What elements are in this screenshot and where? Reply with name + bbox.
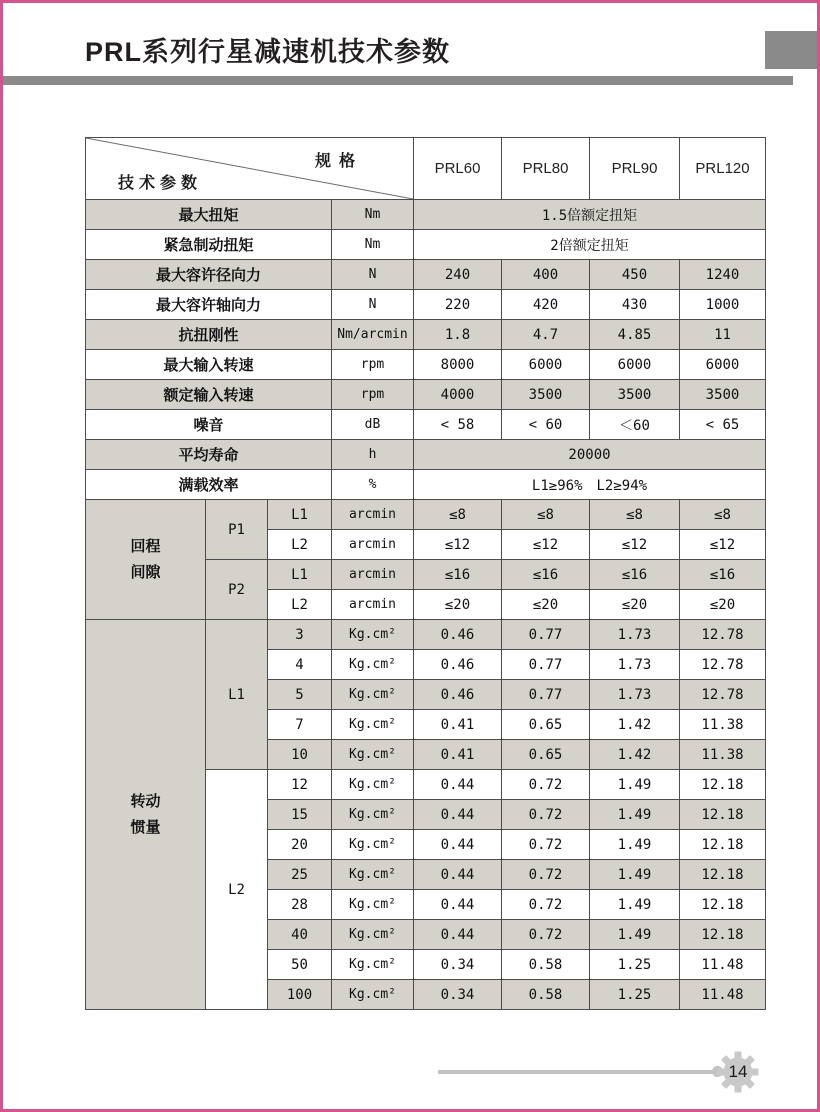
value-cell: 0.44 (414, 800, 502, 830)
value-cell: ≤8 (680, 500, 766, 530)
param-label-cell: 最大输入转速 (86, 350, 332, 380)
value-cell: 12.18 (680, 830, 766, 860)
model-column-header: PRL60 (414, 138, 502, 200)
unit-cell: rpm (332, 380, 414, 410)
value-cell: 0.65 (502, 710, 590, 740)
value-cell: ≤16 (414, 560, 502, 590)
table-row (86, 410, 766, 440)
ratio-cell: 12 (268, 770, 332, 800)
value-cell: 11.38 (680, 710, 766, 740)
value-cell: ≤12 (680, 530, 766, 560)
value-cell: 430 (590, 290, 680, 320)
page-number-gear-icon (716, 1050, 760, 1094)
value-cell: ≤20 (502, 590, 590, 620)
merged-value-cell: 20000 (414, 440, 766, 470)
footer-rule-line (438, 1070, 718, 1074)
unit-cell: N (332, 260, 414, 290)
level-cell: L2 (268, 530, 332, 560)
unit-cell: Kg.cm² (332, 620, 414, 650)
value-cell: 450 (590, 260, 680, 290)
corner-cell (86, 138, 414, 200)
value-cell: 1.8 (414, 320, 502, 350)
param-label-cell: 噪音 (86, 410, 332, 440)
value-cell: 1.49 (590, 830, 680, 860)
unit-cell: Nm (332, 200, 414, 230)
unit-cell: Kg.cm² (332, 740, 414, 770)
ratio-cell: 20 (268, 830, 332, 860)
ratio-cell: 40 (268, 920, 332, 950)
value-cell: < 65 (680, 410, 766, 440)
value-cell: 0.77 (502, 620, 590, 650)
unit-cell: h (332, 440, 414, 470)
value-cell: 4.7 (502, 320, 590, 350)
value-cell: 1000 (680, 290, 766, 320)
merged-value-cell: L1≥96% L2≥94% (414, 470, 766, 500)
value-cell: 1.49 (590, 920, 680, 950)
value-cell: < 58 (414, 410, 502, 440)
value-cell: 220 (414, 290, 502, 320)
value-cell: ＜60 (590, 410, 680, 440)
value-cell: 11 (680, 320, 766, 350)
value-cell: 1.49 (590, 770, 680, 800)
value-cell: 1.49 (590, 860, 680, 890)
unit-cell: Kg.cm² (332, 830, 414, 860)
value-cell: ≤20 (590, 590, 680, 620)
ratio-cell: 50 (268, 950, 332, 980)
value-cell: 1.49 (590, 800, 680, 830)
table-row (86, 620, 766, 650)
value-cell: 1.73 (590, 680, 680, 710)
param-label-cell: 抗扭刚性 (86, 320, 332, 350)
value-cell: 1.73 (590, 650, 680, 680)
unit-cell: Kg.cm² (332, 980, 414, 1010)
group-label: 转动惯量 (130, 793, 161, 836)
param-label-cell: 最大扭矩 (86, 200, 332, 230)
unit-cell: Nm/arcmin (332, 320, 414, 350)
value-cell: 0.77 (502, 680, 590, 710)
value-cell: 0.46 (414, 680, 502, 710)
value-cell: 420 (502, 290, 590, 320)
unit-cell: Kg.cm² (332, 860, 414, 890)
table-row (86, 200, 766, 230)
model-column-header: PRL80 (502, 138, 590, 200)
ratio-cell: 25 (268, 860, 332, 890)
value-cell: ≤12 (414, 530, 502, 560)
model-column-header: PRL90 (590, 138, 680, 200)
level-cell: L1 (268, 500, 332, 530)
table-row (86, 440, 766, 470)
value-cell: 0.44 (414, 890, 502, 920)
ratio-cell: 28 (268, 890, 332, 920)
value-cell: 6000 (590, 350, 680, 380)
model-column-header: PRL120 (680, 138, 766, 200)
unit-cell: rpm (332, 350, 414, 380)
value-cell: 0.34 (414, 950, 502, 980)
value-cell: 0.72 (502, 830, 590, 860)
value-cell: 0.58 (502, 950, 590, 980)
value-cell: 1.49 (590, 890, 680, 920)
ratio-cell: 15 (268, 800, 332, 830)
value-cell: 6000 (680, 350, 766, 380)
group-label-cell (86, 620, 206, 1010)
value-cell: 0.41 (414, 740, 502, 770)
value-cell: 0.72 (502, 890, 590, 920)
value-cell: ≤12 (590, 530, 680, 560)
value-cell: < 60 (502, 410, 590, 440)
value-cell: ≤20 (414, 590, 502, 620)
value-cell: 11.48 (680, 980, 766, 1010)
value-cell: 0.72 (502, 800, 590, 830)
unit-cell: Kg.cm² (332, 770, 414, 800)
value-cell: 1.42 (590, 710, 680, 740)
table-row (86, 320, 766, 350)
value-cell: ≤20 (680, 590, 766, 620)
value-cell: 3500 (680, 380, 766, 410)
page-number: 14 (728, 1062, 748, 1081)
ratio-cell: 5 (268, 680, 332, 710)
corner-accent-square (765, 31, 817, 69)
page-title: PRL系列行星减速机技术参数 (85, 37, 450, 67)
value-cell: 0.44 (414, 920, 502, 950)
unit-cell: Kg.cm² (332, 920, 414, 950)
value-cell: ≤16 (680, 560, 766, 590)
param-label-cell: 平均寿命 (86, 440, 332, 470)
value-cell: 4.85 (590, 320, 680, 350)
value-cell: 1.73 (590, 620, 680, 650)
value-cell: ≤12 (502, 530, 590, 560)
merged-value-cell: 2倍额定扭矩 (414, 230, 766, 260)
value-cell: 0.44 (414, 860, 502, 890)
value-cell: ≤8 (502, 500, 590, 530)
value-cell: ≤16 (502, 560, 590, 590)
table-header-row (86, 138, 766, 200)
value-cell: 0.46 (414, 620, 502, 650)
value-cell: 12.78 (680, 650, 766, 680)
value-cell: 11.48 (680, 950, 766, 980)
value-cell: 1.42 (590, 740, 680, 770)
ratio-cell: 10 (268, 740, 332, 770)
value-cell: 0.72 (502, 920, 590, 950)
unit-cell: arcmin (332, 560, 414, 590)
param-label-cell: 最大容许径向力 (86, 260, 332, 290)
value-cell: 1.25 (590, 950, 680, 980)
value-cell: ≤8 (414, 500, 502, 530)
unit-cell: Kg.cm² (332, 680, 414, 710)
value-cell: ≤16 (590, 560, 680, 590)
table-row (86, 290, 766, 320)
title-underline-bar (3, 76, 793, 85)
merged-value-cell: 1.5倍额定扭矩 (414, 200, 766, 230)
table-row (86, 230, 766, 260)
value-cell: 0.65 (502, 740, 590, 770)
unit-cell: arcmin (332, 500, 414, 530)
stage-cell: P2 (206, 560, 268, 620)
value-cell: 400 (502, 260, 590, 290)
level-group-cell: L2 (206, 770, 268, 1010)
table-row (86, 260, 766, 290)
value-cell: 3500 (502, 380, 590, 410)
value-cell: 4000 (414, 380, 502, 410)
unit-cell: arcmin (332, 590, 414, 620)
value-cell: 12.18 (680, 800, 766, 830)
param-label-cell: 紧急制动扭矩 (86, 230, 332, 260)
value-cell: 0.46 (414, 650, 502, 680)
ratio-cell: 100 (268, 980, 332, 1010)
value-cell: 11.38 (680, 740, 766, 770)
value-cell: 8000 (414, 350, 502, 380)
unit-cell: Kg.cm² (332, 710, 414, 740)
param-label-cell: 额定输入转速 (86, 380, 332, 410)
unit-cell: arcmin (332, 530, 414, 560)
unit-cell: Nm (332, 230, 414, 260)
value-cell: 0.44 (414, 770, 502, 800)
value-cell: 12.18 (680, 920, 766, 950)
value-cell: 0.41 (414, 710, 502, 740)
ratio-cell: 4 (268, 650, 332, 680)
value-cell: 12.18 (680, 890, 766, 920)
param-label-cell: 满载效率 (86, 470, 332, 500)
table-row (86, 380, 766, 410)
value-cell: 0.58 (502, 980, 590, 1010)
table-row (86, 470, 766, 500)
group-label: 回程间隙 (130, 538, 161, 581)
unit-cell: Kg.cm² (332, 800, 414, 830)
level-cell: L1 (268, 560, 332, 590)
value-cell: 1.25 (590, 980, 680, 1010)
value-cell: 3500 (590, 380, 680, 410)
value-cell: 12.18 (680, 770, 766, 800)
value-cell: 12.18 (680, 860, 766, 890)
value-cell: 12.78 (680, 620, 766, 650)
param-header-label: 技术参数 (118, 175, 203, 192)
value-cell: 1240 (680, 260, 766, 290)
value-cell: 12.78 (680, 680, 766, 710)
unit-cell: Kg.cm² (332, 890, 414, 920)
spec-header-label: 规格 (314, 153, 363, 170)
unit-cell: Kg.cm² (332, 950, 414, 980)
spec-table (85, 137, 766, 1010)
stage-cell: P1 (206, 500, 268, 560)
value-cell: 240 (414, 260, 502, 290)
param-label-cell: 最大容许轴向力 (86, 290, 332, 320)
value-cell: ≤8 (590, 500, 680, 530)
group-label-cell (86, 500, 206, 620)
level-cell: L2 (268, 590, 332, 620)
unit-cell: dB (332, 410, 414, 440)
table-row (86, 500, 766, 530)
value-cell: 6000 (502, 350, 590, 380)
ratio-cell: 7 (268, 710, 332, 740)
level-group-cell: L1 (206, 620, 268, 770)
ratio-cell: 3 (268, 620, 332, 650)
value-cell: 0.72 (502, 860, 590, 890)
value-cell: 0.34 (414, 980, 502, 1010)
table-row (86, 350, 766, 380)
value-cell: 0.44 (414, 830, 502, 860)
value-cell: 0.77 (502, 650, 590, 680)
unit-cell: Kg.cm² (332, 650, 414, 680)
value-cell: 0.72 (502, 770, 590, 800)
unit-cell: N (332, 290, 414, 320)
unit-cell: % (332, 470, 414, 500)
